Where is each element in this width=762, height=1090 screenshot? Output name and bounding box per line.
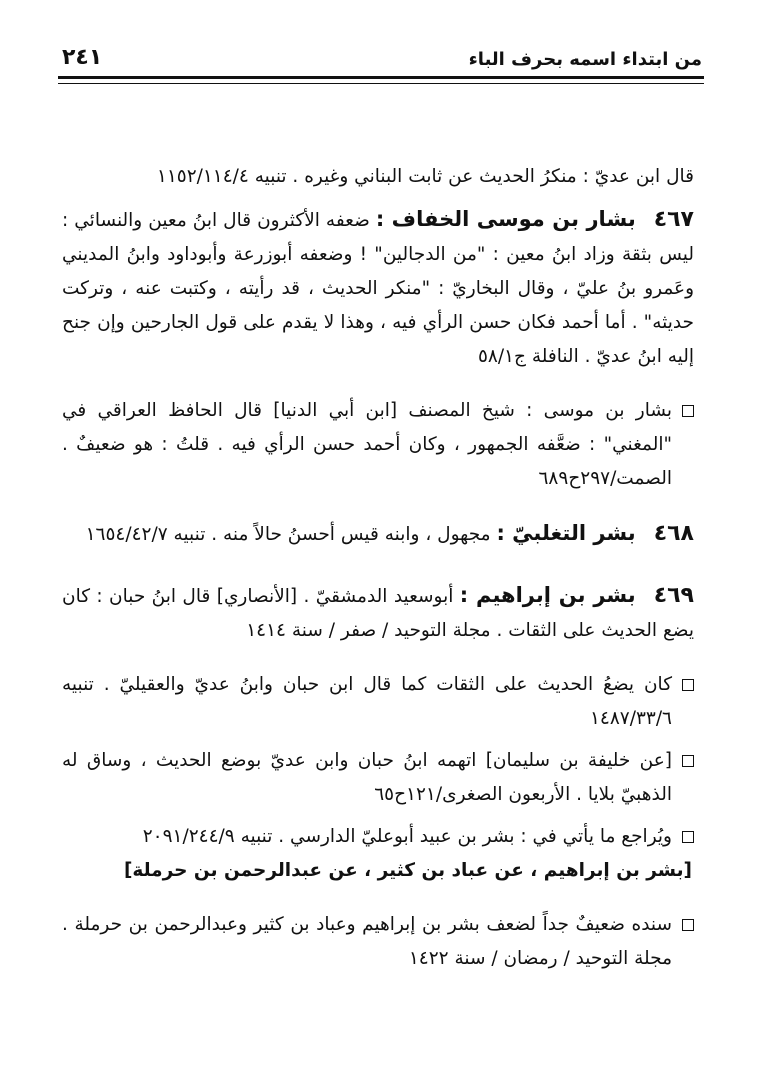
square-bullet-icon <box>682 679 694 691</box>
entry-text: أبوسعيد الدمشقيّ . [الأنصاري] قال ابنُ حبان : كان يضع الحديث على الثقات . مجلة التوحيد / صفر / سنة ١٤١٤ <box>62 586 694 641</box>
square-bullet-icon <box>682 405 694 417</box>
note-item <box>62 820 694 854</box>
page-number: ٢٤١ <box>62 45 103 70</box>
running-title: من ابتداء اسمه بحرف الباء <box>468 49 702 70</box>
note-text: كان يضعُ الحديث على الثقات كما قال ابن حبان وابنُ عديّ والعقيليّ . تنبيه ١٤٨٧/٣٣/٦ <box>62 674 672 729</box>
note-item <box>62 668 694 736</box>
header-rule-thin <box>58 83 704 84</box>
square-bullet-icon <box>682 755 694 767</box>
page-content <box>62 160 694 976</box>
intro-paragraph: قال ابن عديّ : منكرُ الحديث عن ثابت البناني وغيره . تنبيه ١١٥٢/١١٤/٤ <box>156 166 694 187</box>
note-text: بشار بن موسى : شيخ المصنف [ابن أبي الدنيا] قال الحافظ العراقي في "المغني" : ضعَّفه الجمهور ، وكان أحمد حسن الرأي فيه . قلتُ : هو ضعيفٌ . الصمت/٢٩٧ح٦٨٩ <box>62 400 672 489</box>
note-item <box>62 744 694 812</box>
entry-468 <box>62 516 694 552</box>
note-item <box>62 394 694 496</box>
note-text: ويُراجع ما يأتي في : بشر بن عبيد أبوعليّ الدارسي . تنبيه ٢٠٩١/٢٤٤/٩ <box>142 826 672 847</box>
header-rule-thick <box>58 76 704 79</box>
square-bullet-icon <box>682 919 694 931</box>
entry-text: مجهول ، وابنه قيس أحسنُ حالاً منه . تنبيه ١٦٥٤/٤٢/٧ <box>85 524 491 545</box>
entry-name: بشر التغلبيّ : <box>496 521 636 545</box>
square-bullet-icon <box>682 831 694 843</box>
note-text: سنده ضعيفٌ جداً لضعف بشر بن إبراهيم وعباد بن كثير وعبدالرحمن بن حرملة . مجلة التوحيد / رمضان / سنة ١٤٢٢ <box>62 914 672 969</box>
note-text: [عن خليفة بن سليمان] اتهمه ابنُ حبان وابن عديّ بوضع الحديث ، وساق له الذهبيّ بلايا . الأربعون الصغرى/١٢١ح٦٥ <box>62 750 672 805</box>
entry-467 <box>62 202 694 374</box>
entry-name: بشار بن موسى الخفاف : <box>375 207 636 231</box>
entry-469 <box>62 578 694 648</box>
page-header <box>62 40 702 70</box>
isnad-chain-heading: [بشر بن إبراهيم ، عن عباد بن كثير ، عن عبدالرحمن بن حرملة] <box>123 860 692 881</box>
entry-number: ٤٦٨ <box>653 521 694 546</box>
note-item <box>62 908 694 976</box>
entry-text: ضعفه الأكثرون قال ابنُ معين والنسائي : ليس بثقة وزاد ابنُ معين : "من الدجالين" ! وضعفه أبوزرعة وأبوداود وابنُ المديني وعَمرو بنُ عليّ ، وقال البخاريّ : "منكر الحديث ، قد رأيته ، وكتبت عنه ، وتركت حديثه" . أما أحمد فكان حسن الرأي فيه ، وهذا لا يقدم على قول الجارحين وإن جنح إليه ابنُ عديّ . النافلة ج٥٨/١ <box>62 210 694 367</box>
entry-number: ٤٦٧ <box>653 207 694 232</box>
entry-number: ٤٦٩ <box>653 583 694 608</box>
entry-name: بشر بن إبراهيم : <box>459 583 636 607</box>
